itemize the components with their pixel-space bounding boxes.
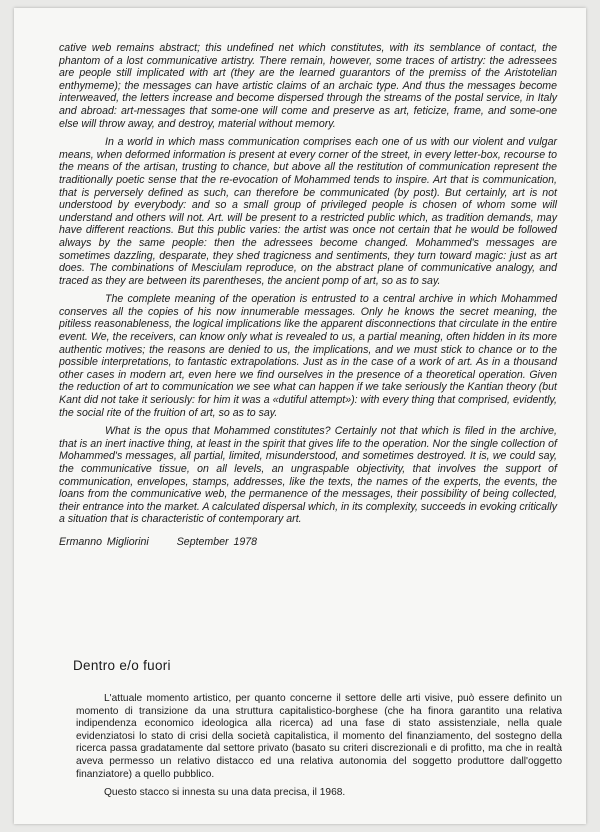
author-signature [59, 536, 557, 549]
section-heading: Dentro e/o fuori [73, 658, 171, 673]
essay-date: September 1978 [176, 535, 258, 548]
essay-paragraph-1: cative web remains abstract; this undefined net which constitutes, with its semblance of contact, the phantom of a lost communicative artistry. There remain, however, some traces of artistry: the adressees are people still implicated with art (they are the learned guarantors of the premiss of the Aristotelian enthymeme); the messages can have artistic claims of an archaic type. And thus the messages become interweaved, the letters increase and become dispersed through the streams of the postal service, in Italy and abroad: art-messages that some-one will come and preserve as art, feticize, frame, and some-one else will throw away, and destroy, material without memory. [59, 42, 557, 130]
author-name: Ermanno Migliorini [59, 535, 149, 548]
italian-paragraph-1: L'attuale momento artistico, per quanto concerne il settore delle arti visive, può essere definito un momento di transizione da una struttura capitalistico-borghese (che ha finora garantito una relativa indipendenza economico ideologica alla ricerca) ad una fase di stato assistenziale, nella quale evidenziatosi lo stato di crisi della società capitalistica, il momento del finanziamento, del sostegno della ricerca passa gradatamente dal settore privato (basato su criteri discrezionali e di profitto, ma che in realtà aveva permesso un relativo distacco ed una relativa autonomia del soggetto produttore dall'oggetto finanziatore) a quello pubblico. [76, 693, 562, 780]
english-essay [59, 42, 557, 549]
essay-paragraph-4: What is the opus that Mohammed constitutes? Certainly not that which is filed in the archive, that is an inert inactive thing, at least in the spirit that gives life to the operation. Nor the single collection of Mohammed's messages, all partial, limited, misunderstood, and sometimes destroyed. It is, we could say, the communicative tissue, on all levels, an ungraspable objectivity, that involves the support of communication, envelopes, stamps, addresses, like the texts, the names of the experts, the events, the loans from the communicative web, the permanence of the messages, their possibility of being collected, their entrance into the market. A calculated dispersal which, in its complexity, succeeds in evoking critically a situation that is characteristic of contemporary art. [59, 425, 557, 526]
essay-paragraph-2: In a world in which mass communication comprises each one of us with our violent and vulgar means, when deformed information is present at every corner of the street, in every letter-box, recourse to the means of the artisan, trusting to chance, but above all the restitution of communication represent the traditionally poetic sense that the re-evocation of Mohammed tends to inspire. Art that is communication, that is perversely defined as such, can therefore be communicated (by post). But certainly, art is not understood by everybody: and so a small group of privileged people is chosen of whom some will understand and others will not. Art. will be present to a restricted public which, as tradition demands, may have different reactions. But this public varies: the artist was once not certain that he would be followed always by the same people: then the adressees become changed. Mohammed's messages are sometimes dazzling, desparate, they shed tragicness and sentiments, they turn toward magic: just as art does. The combinations of Mesciulam reproduce, on the abstract plane of communicative analogy, and traced as they are between its parentheses, the ancient pomp of art, so as to say. [59, 136, 557, 287]
italian-paragraph-2: Questo stacco si innesta su una data precisa, il 1968. [104, 787, 346, 799]
italian-text [76, 693, 562, 806]
essay-paragraph-3: The complete meaning of the operation is entrusted to a central archive in which Mohammed conserves all the copies of his now innumerable messages. Only he knows the secret meaning, the pitiless reasonableness, the logical implications like the apparent disconnections that circulate in the entire event. We, the receivers, can know only what is revealed to us, a partial meaning, often hidden in its more authentic motives; the reasons are denied to us, the implications, and we must stick to chance or to the possible interpretations, to fantastic extrapolations. Just as in the case of a work of art. As in a thousand other cases in modern art, even here we find ourselves in the presence of a theoretical operation. Given the reduction of art to communication we see what can happen if we take seriously the Kantian theory (but Kant did not take it seriously: for him it was a «dutiful attempt»): with every thing that comprised, evidently, the social rite of the fruition of art, so as to say. [59, 293, 557, 419]
book-page [14, 8, 586, 824]
